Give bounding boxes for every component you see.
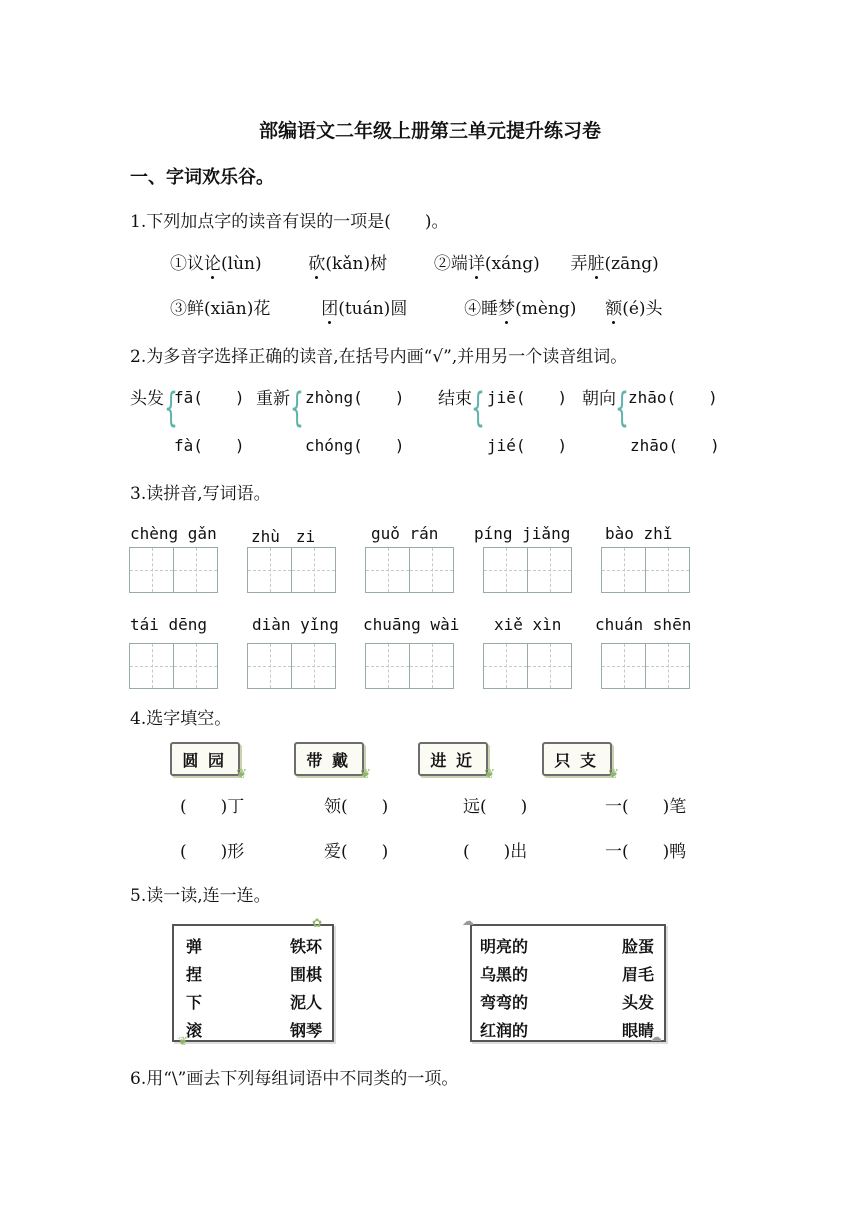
leaf-icon: ❦ (484, 767, 495, 782)
writing-grid[interactable] (247, 547, 336, 593)
q1-dotted-char: 详 (467, 254, 485, 274)
choice-tag-text: 带戴 (306, 750, 358, 770)
brace-icon: { (290, 385, 304, 431)
choice-tag-text: 进近 (430, 750, 482, 770)
writing-grid[interactable] (365, 547, 454, 593)
brace-icon: { (615, 385, 629, 431)
match-item-right[interactable]: 围棋 (289, 965, 322, 984)
match-item-left[interactable]: 捏 (186, 965, 203, 984)
choice-tag (418, 742, 495, 782)
match-item-left[interactable]: 红润的 (480, 1021, 529, 1040)
choice-tag-text: 圆园 (182, 750, 234, 770)
match-item-right[interactable]: 铁环 (289, 937, 322, 956)
writing-grid[interactable] (247, 643, 336, 689)
match-item-right[interactable]: 钢琴 (289, 1021, 322, 1040)
match-item-left[interactable]: 滚 (186, 1021, 203, 1040)
q1-text: (xiān)花 (204, 299, 271, 319)
writing-grid[interactable] (365, 643, 454, 689)
question-5-stem: 5.读一读,连一连。 (130, 886, 271, 906)
q1-text: ②端 (433, 254, 468, 274)
pinyin-option: fā( ) (174, 388, 245, 407)
pinyin-prompt: xiě xìn (494, 615, 562, 634)
q1-dotted-char: 脏 (587, 254, 605, 274)
match-item-right[interactable]: 眼睛 (621, 1021, 654, 1040)
fill-blank: ( )丁 (180, 797, 245, 817)
question-1-row-2 (170, 294, 663, 319)
writing-grid[interactable] (601, 643, 690, 689)
polyphone-word: 结束 (438, 389, 472, 409)
writing-grid[interactable] (129, 643, 218, 689)
pinyin-prompt: chuán shēn (595, 615, 692, 634)
pinyin-option: jiē( ) (487, 388, 568, 407)
pinyin-prompt: chuāng wài (363, 615, 460, 634)
question-1-stem: 1.下列加点字的读音有误的一项是( )。 (130, 212, 449, 232)
pinyin-prompt: zhù zi (251, 527, 316, 546)
q1-text: (xáng) (484, 254, 540, 274)
choice-tag (294, 742, 371, 782)
q1-text: (é)头 (622, 299, 663, 319)
q1-dotted-char: 砍 (308, 254, 326, 274)
fill-blank: 领( ) (324, 797, 389, 817)
brace-icon: { (471, 385, 485, 431)
q1-text: ④睡 (464, 299, 499, 319)
pinyin-option: zhāo( ) (628, 388, 718, 407)
question-4-stem: 4.选字填空。 (130, 709, 232, 729)
q1-dotted-char: 梦 (498, 299, 516, 319)
leaf-icon: ❦ (236, 767, 247, 782)
writing-grid[interactable] (483, 643, 572, 689)
flower-icon: ✿ (312, 916, 323, 930)
question-1-row-1 (170, 249, 659, 274)
fill-blank: 一( )笔 (605, 797, 687, 817)
choice-tag (170, 742, 247, 782)
pinyin-prompt: guǒ rán (371, 524, 439, 543)
polyphone-word: 重新 (256, 389, 290, 409)
fill-blank: 爱( ) (324, 842, 389, 862)
cloud-icon: ☁ (462, 914, 474, 928)
match-item-right[interactable]: 头发 (621, 993, 654, 1012)
polyphone-word: 朝向 (582, 389, 616, 409)
question-3-stem: 3.读拼音,写词语。 (130, 484, 271, 504)
q1-dotted-char: 团 (321, 299, 339, 319)
vine-icon: ❦ (178, 1034, 189, 1048)
pinyin-prompt: tái dēng (130, 615, 208, 634)
question-6-stem: 6.用“\”画去下列每组词语中不同类的一项。 (130, 1069, 459, 1089)
pinyin-prompt: píng jiǎng (474, 524, 571, 543)
matching-box-right (470, 924, 666, 1042)
q1-text: ③鲜 (170, 299, 204, 319)
match-item-left[interactable]: 弹 (186, 937, 203, 956)
writing-grid[interactable] (601, 547, 690, 593)
match-item-left[interactable]: 下 (186, 993, 203, 1012)
q1-text: (zāng) (604, 254, 659, 274)
brace-icon: { (164, 385, 178, 431)
q1-text: ①议 (170, 254, 204, 274)
fill-blank: 一( )鸭 (605, 842, 687, 862)
matching-box-left (172, 924, 334, 1042)
match-item-right[interactable]: 眉毛 (621, 965, 654, 984)
fill-blank: ( )形 (180, 842, 245, 862)
q1-text: (lùn) (221, 254, 262, 274)
match-item-left[interactable]: 乌黑的 (480, 965, 529, 984)
choice-tag-text: 只支 (554, 750, 606, 770)
q1-text: 弄 (570, 254, 588, 274)
match-item-left[interactable]: 明亮的 (480, 937, 529, 956)
fill-blank: 远( ) (463, 797, 528, 817)
pinyin-prompt: chèng gǎn (130, 524, 217, 543)
choice-tag (542, 742, 619, 782)
leaf-icon: ❦ (608, 767, 619, 782)
question-2-stem: 2.为多音字选择正确的读音,在括号内画“√”,并用另一个读音组词。 (130, 347, 628, 367)
fill-blank: ( )出 (463, 842, 528, 862)
q1-dotted-char: 论 (204, 254, 221, 274)
writing-grid[interactable] (483, 547, 572, 593)
pinyin-option: jié( ) (487, 436, 568, 455)
q1-text: (tuán)圆 (338, 299, 408, 319)
cloud-icon: ☁ (650, 1030, 662, 1044)
q1-text: (mèng) (515, 299, 577, 319)
writing-grid[interactable] (129, 547, 218, 593)
match-item-left[interactable]: 弯弯的 (480, 993, 529, 1012)
polyphone-word: 头发 (130, 389, 164, 409)
match-item-right[interactable]: 泥人 (289, 993, 322, 1012)
page-title: 部编语文二年级上册第三单元提升练习卷 (258, 120, 601, 142)
q1-dotted-char: 额 (605, 299, 623, 319)
section-heading: 一、字词欢乐谷。 (130, 167, 274, 188)
match-item-right[interactable]: 脸蛋 (621, 937, 654, 956)
q1-text: (kǎn)树 (325, 254, 388, 274)
pinyin-option: fà( ) (174, 436, 245, 455)
pinyin-option: zhòng( ) (305, 388, 405, 407)
pinyin-prompt: diàn yǐng (252, 615, 339, 634)
pinyin-option: zhāo( ) (630, 436, 720, 455)
pinyin-option: chóng( ) (305, 436, 405, 455)
pinyin-prompt: bào zhǐ (605, 524, 673, 543)
leaf-icon: ❦ (360, 767, 371, 782)
